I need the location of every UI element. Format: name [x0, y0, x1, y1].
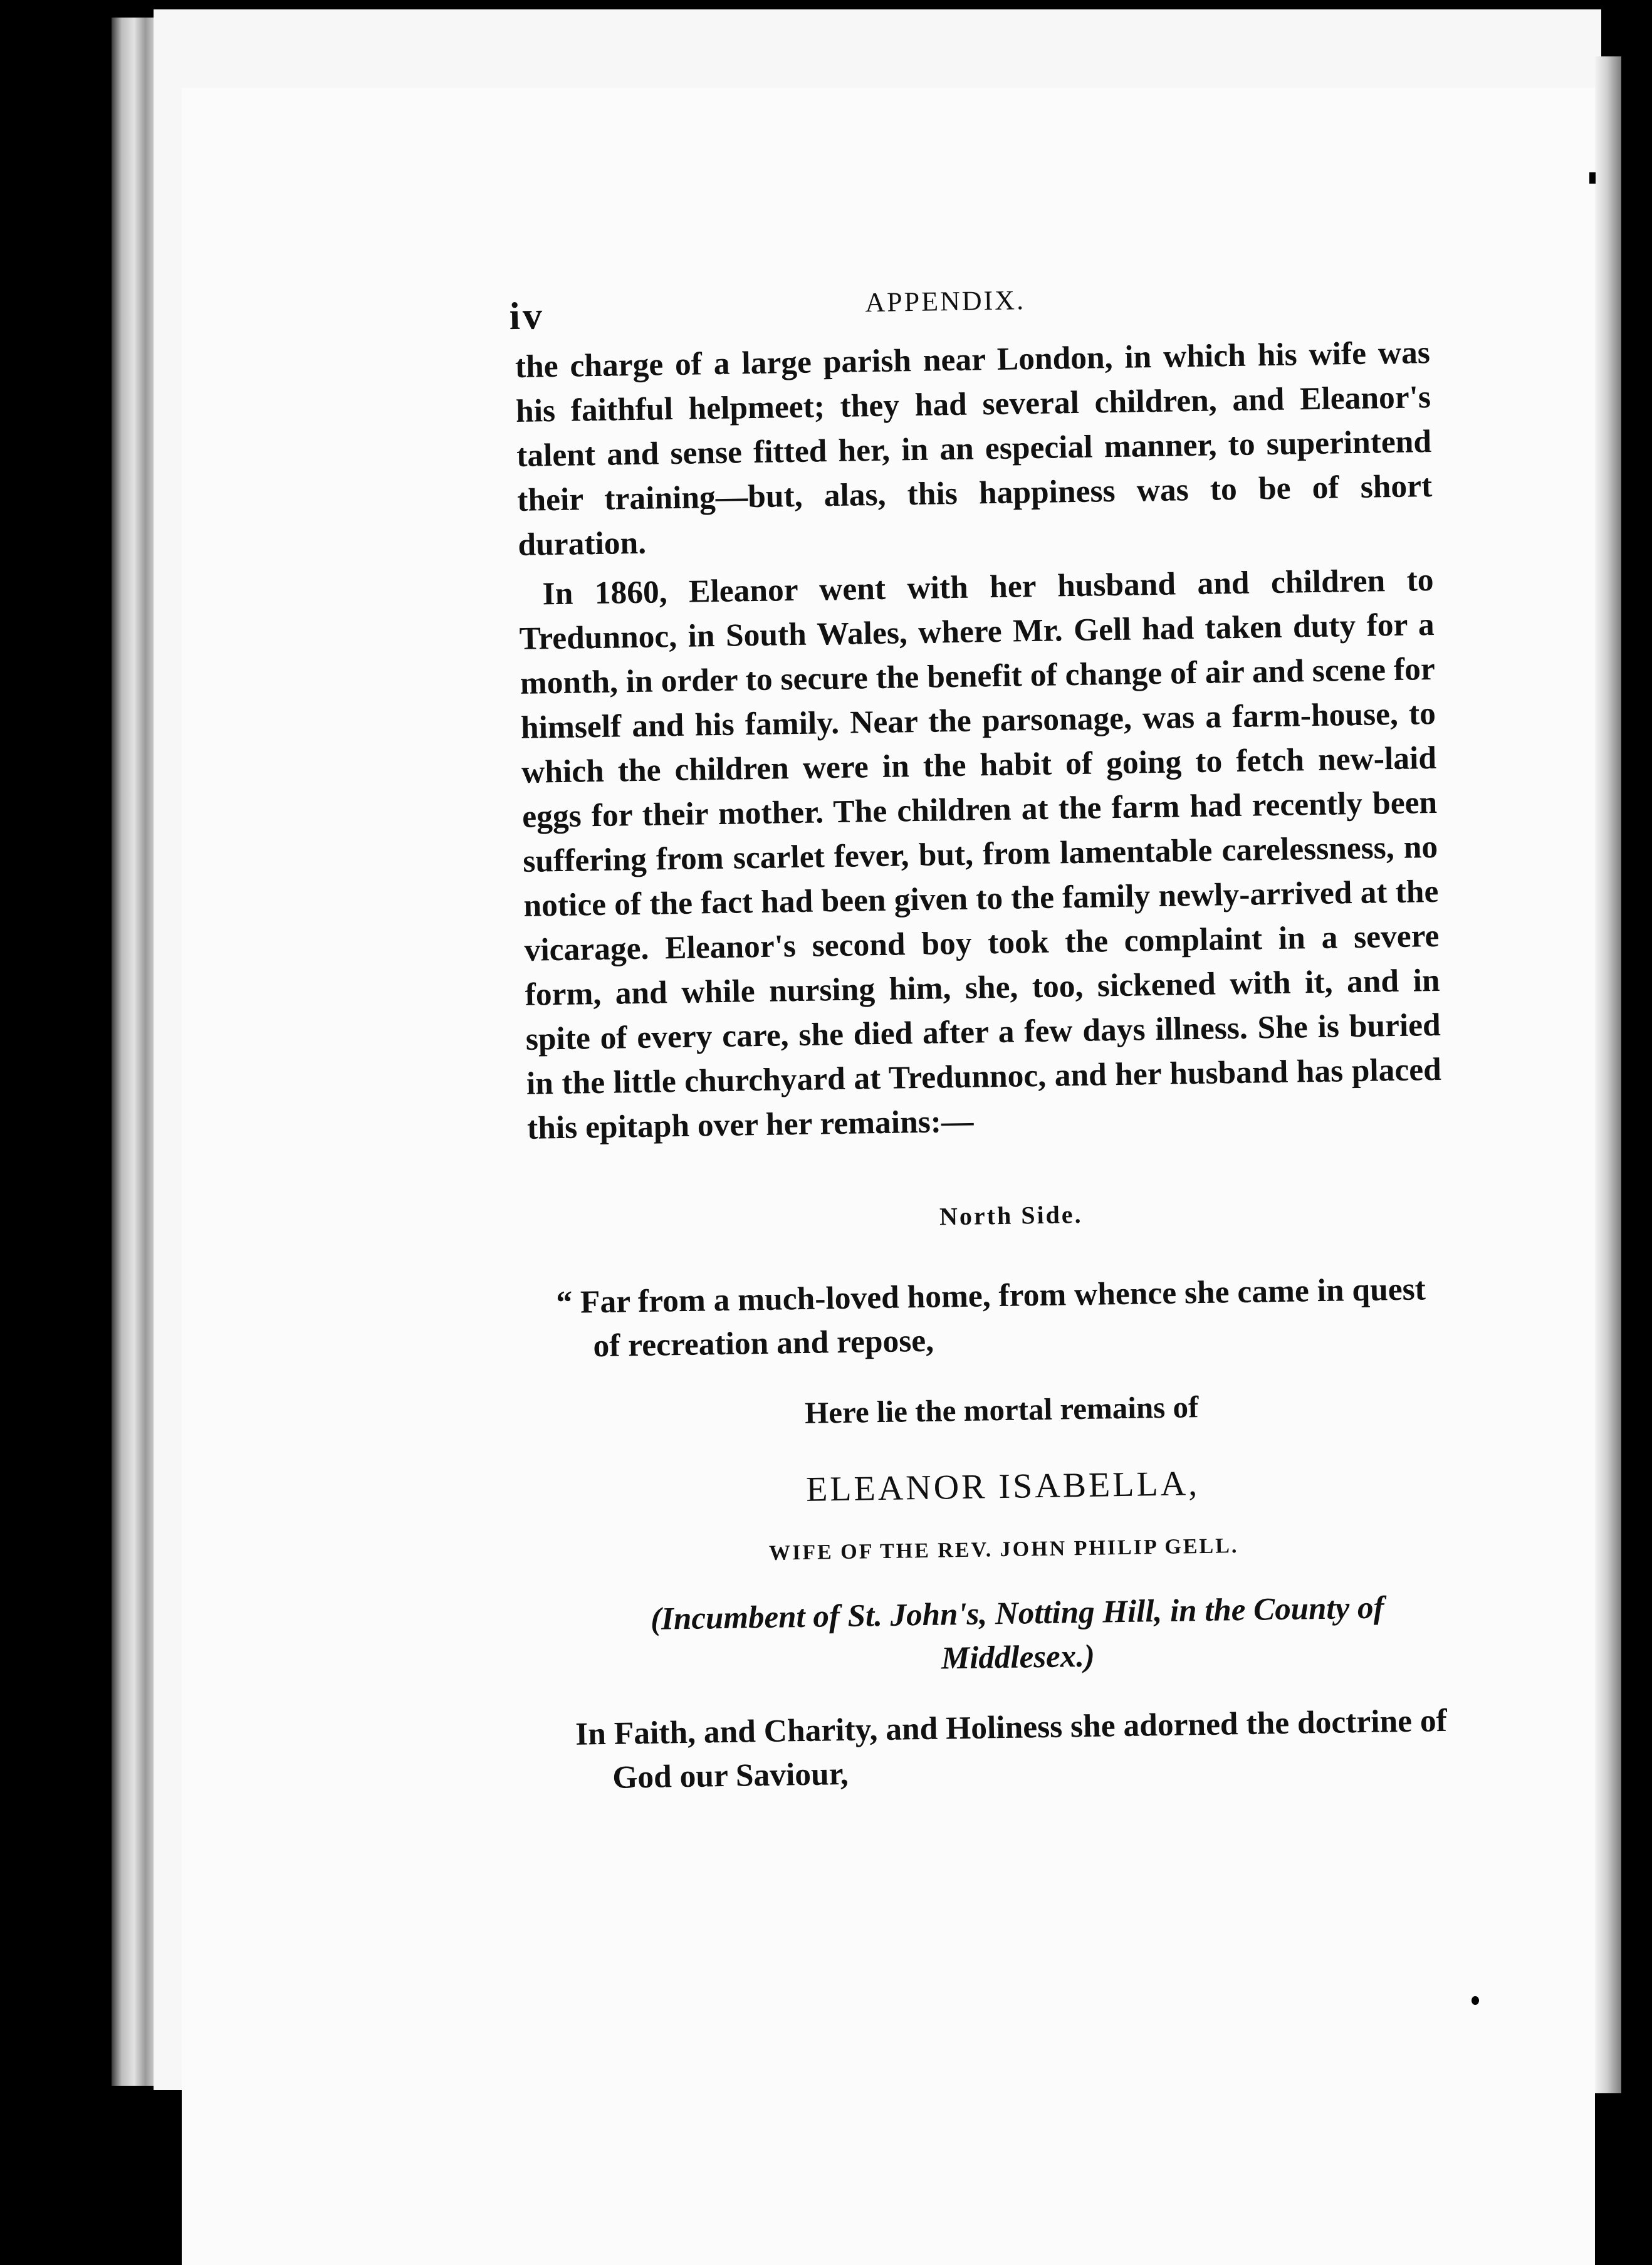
- epitaph-wife-of: WIFE OF THE REV. JOHN PHILIP GELL.: [768, 1534, 1239, 1565]
- page-text-block: [509, 274, 1453, 1801]
- running-head: APPENDIX.: [865, 285, 1026, 318]
- book-edge-right: [1595, 56, 1621, 2093]
- paragraph-continuation: the charge of a large parish near London, in which his wife was his faithful helpmeet; they had several children, and Eleanor's talent and sense fitted her, in an especial manner, to superintend their training—but, alas, this happiness was to be of short duration.: [515, 335, 1433, 563]
- epitaph-heading: North Side.: [939, 1200, 1083, 1231]
- epitaph-opening: “ Far from a much-loved home, from whence she came in quest of recreation and repose,: [555, 1271, 1426, 1364]
- ink-speck: [1472, 1996, 1479, 2005]
- epitaph-faith: In Faith, and Charity, and Holiness she adorned the doctrine of God our Saviour,: [575, 1702, 1448, 1796]
- ink-speck: [1589, 172, 1596, 184]
- epitaph: [555, 1267, 1453, 1801]
- paragraph-tredunnoc: In 1860, Eleanor went with her husband and children to Tredunnoc, in South Wales, where Mr. Gell had taken duty for a month, in order to secure the benefit of change of air and scene for himself and his family. Near the parsonage, was a farm-house, to which the children were in the habit of going to fetch new-laid eggs for their mother. The children at the farm had recently been suffering from scarlet fever, but, from lamentable carelessness, no notice of the fact had been given to the family newly-arrived at the vicarage. Eleanor's second boy took the complaint in a severe form, and while nursing him, she, too, sickened with it, and in spite of every care, she died after a few days illness. She is buried in the little churchyard at Tredunnoc, and her husband has placed this epitaph over her remains:—: [519, 562, 1442, 1146]
- epitaph-remains-line: Here lie the mortal remains of: [804, 1389, 1199, 1430]
- page-number: iv: [509, 295, 545, 338]
- epitaph-incumbent: (Incumbent of St. John's, Notting Hill, in the County of Middlesex.): [650, 1590, 1384, 1677]
- epitaph-name: ELEANOR ISABELLA,: [805, 1464, 1200, 1509]
